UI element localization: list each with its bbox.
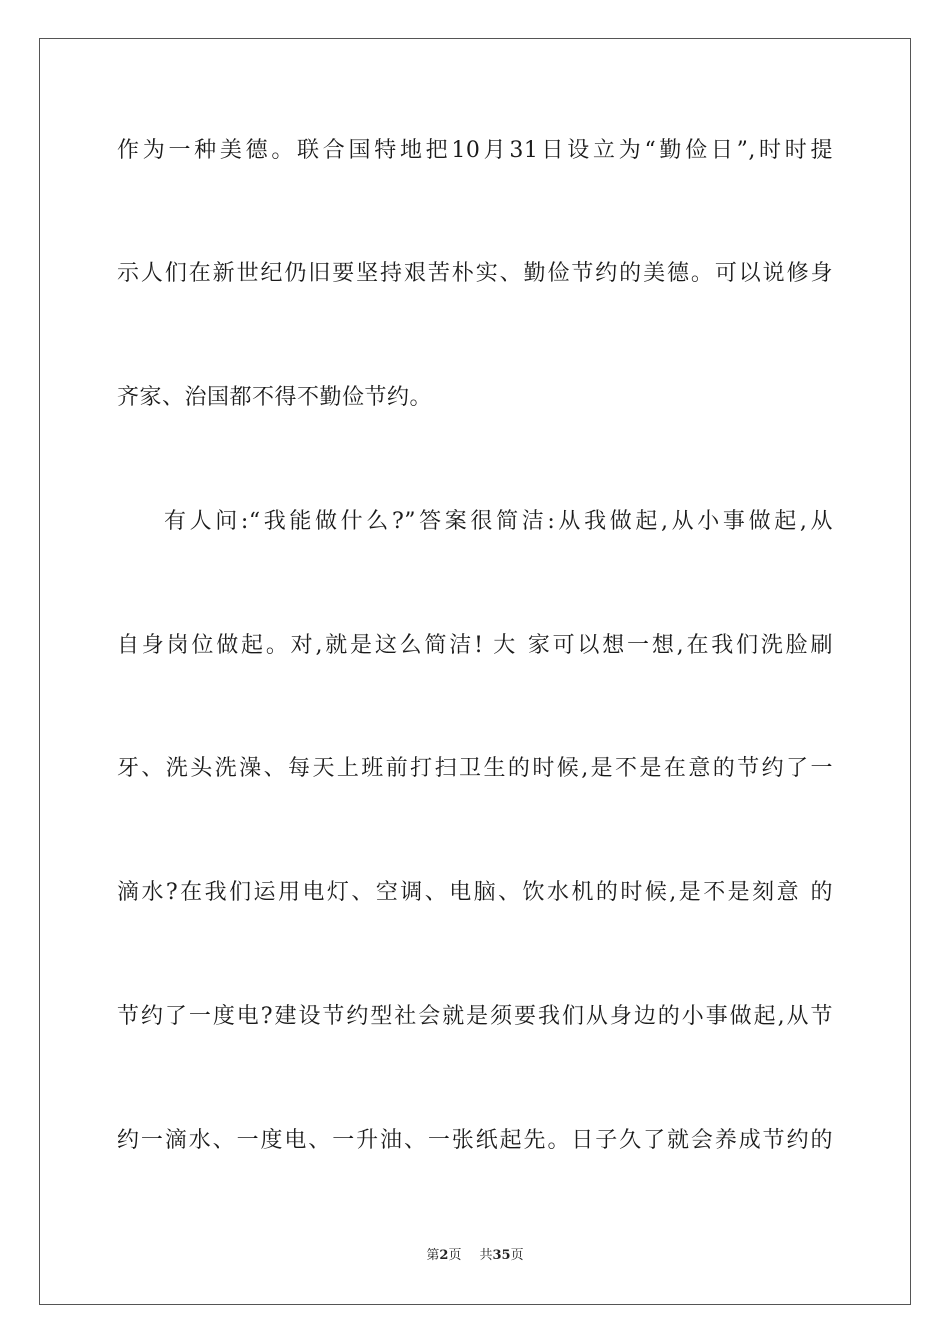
page-border [39, 38, 911, 1305]
total-prefix: 共 [479, 1248, 493, 1263]
page-prefix: 第 [426, 1248, 440, 1263]
page-current: 2 [439, 1248, 449, 1263]
paragraph-line-3: 齐家、治国都不得不勤俭节约。 [117, 385, 433, 410]
page-footer [0, 1247, 950, 1265]
paragraph-line-7: 滴水?在我们运用电灯、空调、电脑、饮水机的时候,是不是刻意 的 [117, 880, 833, 905]
paragraph-line-2: 示人们在新世纪仍旧要坚持艰苦朴实、勤俭节约的美德。可以说修身 [117, 261, 833, 286]
paragraph-line-9: 约一滴水、一度电、一升油、一张纸起先。日子久了就会养成节约的 [117, 1128, 833, 1153]
paragraph-line-4: 有人问:“我能做什么?”答案很简洁:从我做起,从小事做起,从 [164, 509, 833, 534]
page-suffix: 页 [448, 1248, 462, 1263]
paragraph-line-5: 自身岗位做起。对,就是这么简洁! 大 家可以想一想,在我们洗脸刷 [117, 633, 833, 658]
total-suffix: 页 [510, 1248, 524, 1263]
page-total: 35 [492, 1248, 511, 1263]
paragraph-line-8: 节约了一度电?建设节约型社会就是须要我们从身边的小事做起,从节 [117, 1004, 833, 1029]
paragraph-line-1: 作为一种美德。联合国特地把10月31日设立为“勤俭日”,时时提 [117, 138, 833, 163]
paragraph-line-6: 牙、洗头洗澡、每天上班前打扫卫生的时候,是不是在意的节约了一 [117, 756, 833, 781]
